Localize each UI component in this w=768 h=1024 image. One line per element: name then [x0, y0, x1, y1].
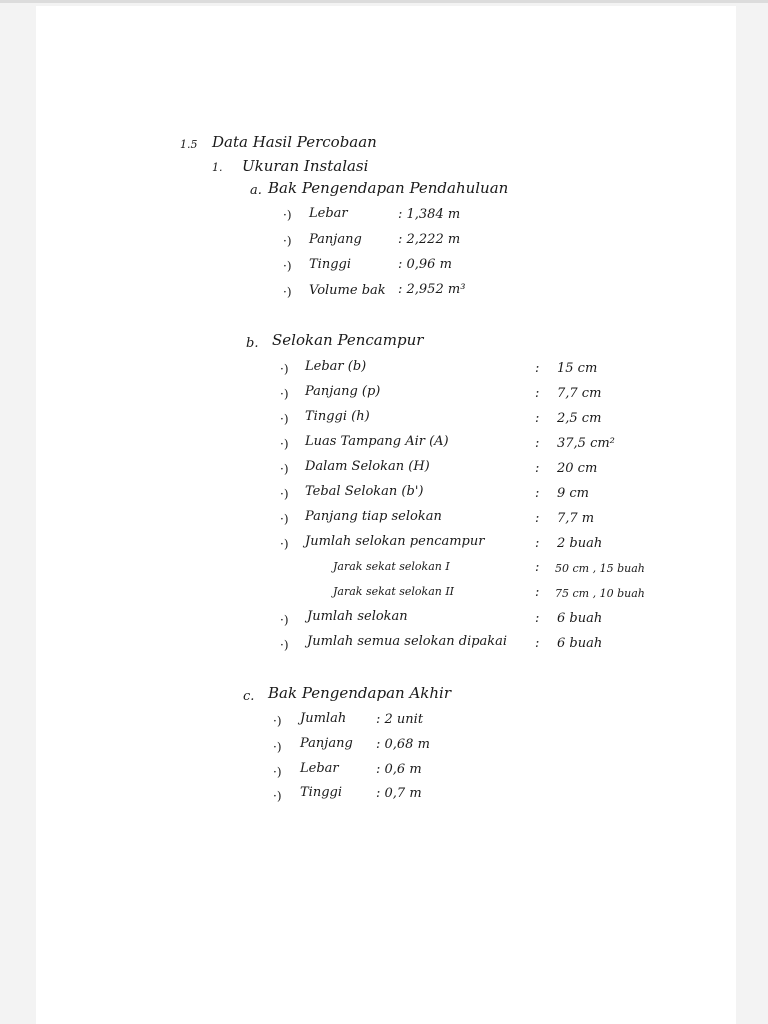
bak-akhir-value: : 0,7 m	[376, 786, 422, 801]
bak-awal-label: Lebar	[309, 206, 348, 221]
selokan-label: Tinggi (h)	[305, 409, 370, 424]
colon: :	[535, 411, 540, 426]
bullet: ·)	[280, 613, 289, 627]
bullet: ·)	[283, 234, 292, 248]
bullet: ·)	[273, 714, 282, 728]
bak-akhir-value: : 0,6 m	[376, 762, 422, 777]
selokan-label: Tebal Selokan (b')	[305, 484, 424, 499]
bak-awal-label: Volume bak	[309, 283, 386, 298]
bullet: ·)	[273, 765, 282, 779]
selokan-label: Panjang (p)	[305, 384, 381, 399]
bullet: ·)	[280, 638, 289, 652]
jarak-label: Jarak sekat selokan II	[333, 585, 455, 598]
bak-awal-value: : 0,96 m	[398, 257, 452, 272]
colon: :	[535, 611, 540, 626]
selokan-value: 6 buah	[557, 611, 603, 626]
bullet: ·)	[273, 789, 282, 803]
selokan-label: Panjang tiap selokan	[305, 509, 442, 524]
selokan-title: Selokan Pencampur	[272, 331, 424, 349]
selokan-value: 20 cm	[557, 461, 598, 476]
bullet: ·)	[280, 487, 289, 501]
selokan-value: 2 buah	[557, 536, 603, 551]
colon: :	[535, 560, 540, 575]
bak-akhir-label: Jumlah	[300, 711, 347, 726]
jarak-value: 75 cm , 10 buah	[555, 587, 645, 600]
bullet: ·)	[273, 740, 282, 754]
bullet: ·)	[280, 387, 289, 401]
bullet: ·)	[280, 462, 289, 476]
colon: :	[535, 436, 540, 451]
bak-akhir-label: Lebar	[300, 761, 339, 776]
colon: :	[535, 536, 540, 551]
colon: :	[535, 361, 540, 376]
selokan-label: Jumlah semua selokan dipakai	[307, 634, 508, 649]
bak-akhir-label: Panjang	[300, 736, 353, 751]
selokan-value: 2,5 cm	[557, 411, 602, 426]
item-letter-a: a.	[250, 183, 262, 198]
section-number: 1.5	[180, 138, 198, 151]
bak-akhir-label: Tinggi	[300, 785, 343, 800]
bak-awal-title: Bak Pengendapan Pendahuluan	[268, 179, 509, 197]
bullet: ·)	[283, 208, 292, 222]
colon: :	[535, 585, 540, 600]
bullet: ·)	[280, 512, 289, 526]
bullet: ·)	[280, 362, 289, 376]
selokan-value: 37,5 cm²	[557, 436, 615, 451]
bak-awal-label: Panjang	[309, 232, 362, 247]
bullet: ·)	[280, 437, 289, 451]
selokan-label: Luas Tampang Air (A)	[305, 434, 449, 449]
bullet: ·)	[280, 412, 289, 426]
jarak-value: 50 cm , 15 buah	[555, 562, 645, 575]
colon: :	[535, 461, 540, 476]
scan-edge	[0, 0, 768, 3]
bak-awal-value: : 2,222 m	[398, 232, 461, 247]
subsection-title: Ukuran Instalasi	[242, 157, 369, 175]
colon: :	[535, 386, 540, 401]
selokan-value: 15 cm	[557, 361, 598, 376]
bak-akhir-value: : 2 unit	[376, 712, 424, 727]
bak-awal-label: Tinggi	[309, 257, 352, 272]
selokan-label: Jumlah selokan pencampur	[305, 534, 485, 549]
selokan-value: 9 cm	[557, 486, 590, 501]
bullet: ·)	[283, 259, 292, 273]
subsection-number: 1.	[212, 161, 223, 174]
colon: :	[535, 636, 540, 651]
bak-akhir-title: Bak Pengendapan Akhir	[268, 684, 451, 702]
jarak-label: Jarak sekat selokan I	[333, 560, 450, 573]
selokan-label: Dalam Selokan (H)	[305, 459, 430, 474]
colon: :	[535, 511, 540, 526]
item-letter-b: b.	[246, 336, 259, 351]
selokan-value: 7,7 cm	[557, 386, 602, 401]
item-letter-c: c.	[243, 689, 255, 704]
selokan-label: Jumlah selokan	[307, 609, 408, 624]
selokan-label: Lebar (b)	[305, 359, 367, 374]
bak-awal-value: : 2,952 m³	[398, 282, 466, 297]
section-title: Data Hasil Percobaan	[212, 133, 377, 151]
colon: :	[535, 486, 540, 501]
selokan-value: 6 buah	[557, 636, 603, 651]
selokan-value: 7,7 m	[557, 511, 595, 526]
bak-awal-value: : 1,384 m	[398, 207, 461, 222]
bullet: ·)	[283, 285, 292, 299]
bullet: ·)	[280, 537, 289, 551]
bak-akhir-value: : 0,68 m	[376, 737, 430, 752]
